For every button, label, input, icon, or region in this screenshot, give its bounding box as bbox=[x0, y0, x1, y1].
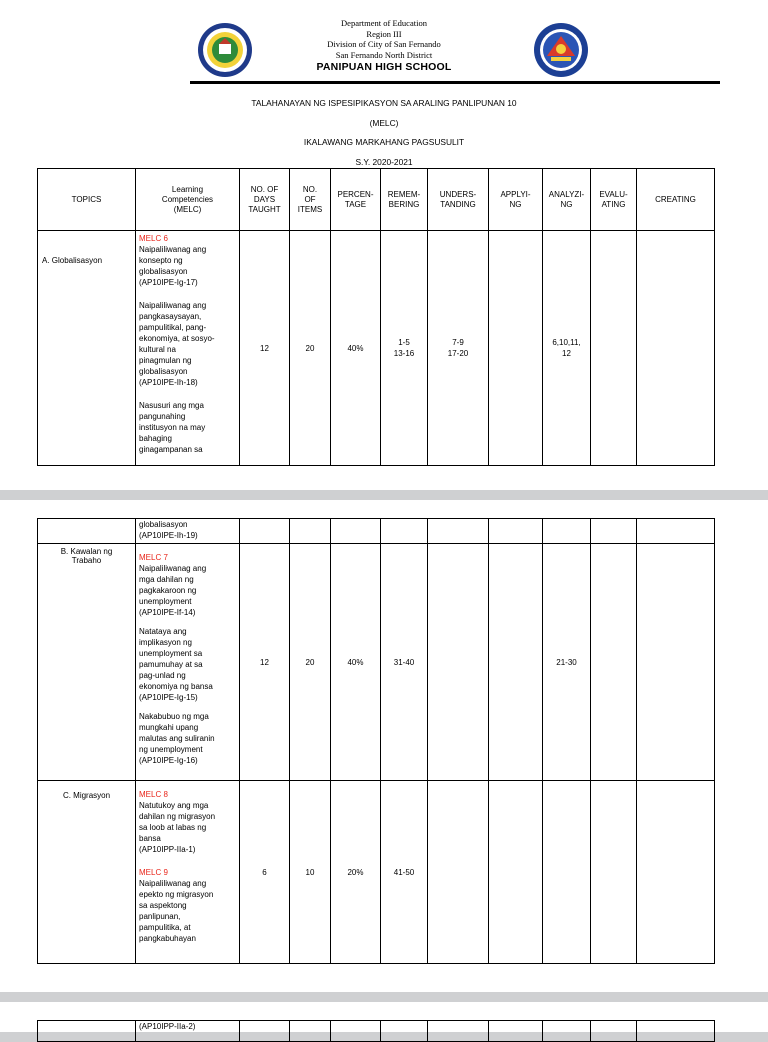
competency-text: globalisasyon (AP10IPE-Ih-19) bbox=[139, 520, 198, 540]
days-cell: 12 bbox=[240, 544, 290, 781]
competencies-cell bbox=[136, 544, 240, 781]
items-cell bbox=[290, 519, 331, 544]
days-cell: 6 bbox=[240, 781, 290, 964]
col-analyzing: ANALYZI- NG bbox=[543, 169, 591, 231]
percentage-cell: 40% bbox=[331, 231, 381, 466]
remembering-cell bbox=[381, 519, 428, 544]
school-name: PANIPUAN HIGH SCHOOL bbox=[316, 61, 452, 73]
competencies-cell bbox=[136, 231, 240, 466]
creating-cell bbox=[637, 781, 715, 964]
competency-text: Naipaliliwanag ang pangkasaysayan, pampulitikal, pang- ekonomiya, at sosyo- kultural na pinagmulan ng globalisasyon (AP10IPE-Ih-18) bbox=[139, 301, 215, 387]
creating-cell bbox=[637, 519, 715, 544]
applying-cell bbox=[489, 519, 543, 544]
melc-label: MELC 8 bbox=[139, 790, 168, 799]
applying-cell bbox=[489, 544, 543, 781]
table-row-globalisasyon bbox=[38, 231, 715, 466]
understanding-cell bbox=[428, 544, 489, 781]
document-titles bbox=[0, 98, 768, 176]
competency-text: (AP10IPP-IIa-2) bbox=[139, 1022, 196, 1031]
header-rule bbox=[190, 81, 720, 84]
col-days: NO. OF DAYS TAUGHT bbox=[240, 169, 290, 231]
applying-cell bbox=[489, 781, 543, 964]
title-line-2: (MELC) bbox=[369, 117, 399, 128]
evaluating-cell bbox=[591, 544, 637, 781]
competency-text: Natataya ang implikasyon ng unemployment sa pamumuhay at sa pag-unlad ng ekonomiya ng bansa (AP10IPE-Ig-15) bbox=[139, 627, 213, 702]
creating-cell bbox=[637, 544, 715, 781]
understanding-cell bbox=[428, 781, 489, 964]
evaluating-cell bbox=[591, 231, 637, 466]
specification-table-page-2 bbox=[37, 518, 715, 964]
percentage-cell: 40% bbox=[331, 544, 381, 781]
topic-cell: B. Kawalan ng Trabaho bbox=[38, 544, 136, 781]
analyzing-cell bbox=[543, 519, 591, 544]
header-line-3: Division of City of San Fernando bbox=[327, 39, 441, 49]
competency-text: Naipaliliwanag ang epekto ng migrasyon sa aspektong panlipunan, pampulitika, at pangkabuhayan bbox=[139, 879, 214, 943]
title-line-1: TALAHANAYAN NG ISPESIPIKASYON SA ARALING PANLIPUNAN 10 bbox=[251, 98, 517, 108]
col-creating: CREATING bbox=[637, 169, 715, 231]
applying-cell bbox=[489, 231, 543, 466]
table-row-kawalan-ng-trabaho bbox=[38, 544, 715, 781]
evaluating-cell bbox=[591, 519, 637, 544]
remembering-cell: 1-5 13-16 bbox=[381, 231, 428, 466]
creating-cell bbox=[637, 231, 715, 466]
col-applying: APPLYI- NG bbox=[489, 169, 543, 231]
col-items: NO. OF ITEMS bbox=[290, 169, 331, 231]
items-cell: 10 bbox=[290, 781, 331, 964]
header-line-1: Department of Education bbox=[341, 18, 427, 28]
title-line-3: IKALAWANG MARKAHANG PAGSUSULIT bbox=[303, 137, 465, 147]
topic-cell bbox=[38, 519, 136, 544]
col-remembering: REMEM- BERING bbox=[381, 169, 428, 231]
competency-text: Nakabubuo ng mga mungkahi upang malutas ang suliranin ng unemployment (AP10IPE-Ig-16) bbox=[139, 712, 215, 765]
header-line-2: Region III bbox=[366, 28, 402, 39]
days-cell: 12 bbox=[240, 231, 290, 466]
analyzing-cell bbox=[543, 781, 591, 964]
remembering-cell: 41-50 bbox=[381, 781, 428, 964]
table-row-globalisasyon-continued bbox=[38, 519, 715, 544]
competency-text: Naipaliliwanag ang mga dahilan ng pagkakaroon ng unemployment (AP10IPE-If-14) bbox=[139, 564, 207, 617]
col-percentage: PERCEN- TAGE bbox=[331, 169, 381, 231]
specification-table-page-3 bbox=[37, 1020, 715, 1042]
competency-text: Natutukoy ang mga dahilan ng migrasyon sa loob at labas ng bansa (AP10IPP-IIa-1) bbox=[139, 801, 216, 854]
items-cell: 20 bbox=[290, 231, 331, 466]
header-line-4: San Fernando North District bbox=[335, 49, 433, 60]
analyzing-cell: 6,10,11, 12 bbox=[543, 231, 591, 466]
col-competencies: Learning Competencies (MELC) bbox=[136, 169, 240, 231]
items-cell: 20 bbox=[290, 544, 331, 781]
melc-label: MELC 9 bbox=[139, 868, 168, 877]
analyzing-cell: 21-30 bbox=[543, 544, 591, 781]
col-topics: TOPICS bbox=[38, 169, 136, 231]
understanding-cell: 7-9 17-20 bbox=[428, 231, 489, 466]
competency-text: Nasusuri ang mga pangunahing institusyon na may bahaging ginagampanan sa bbox=[139, 401, 206, 454]
col-evaluating: EVALU- ATING bbox=[591, 169, 637, 231]
percentage-cell bbox=[331, 519, 381, 544]
melc-label: MELC 7 bbox=[139, 553, 168, 562]
evaluating-cell bbox=[591, 781, 637, 964]
specification-table-page-1 bbox=[37, 168, 715, 466]
competencies-cell bbox=[136, 781, 240, 964]
header-row bbox=[38, 169, 715, 231]
melc-label: MELC 6 bbox=[139, 234, 168, 243]
competency-text: Naipaliliwanag ang konsepto ng globalisasyon (AP10IPE-Ig-17) bbox=[139, 245, 207, 287]
days-cell bbox=[240, 519, 290, 544]
table-row-migrasyon bbox=[38, 781, 715, 964]
letterhead bbox=[0, 18, 768, 73]
percentage-cell: 20% bbox=[331, 781, 381, 964]
topic-cell: A. Globalisasyon bbox=[38, 231, 136, 466]
title-line-4: S.Y. 2020-2021 bbox=[355, 156, 413, 167]
remembering-cell: 31-40 bbox=[381, 544, 428, 781]
understanding-cell bbox=[428, 519, 489, 544]
topic-cell: C. Migrasyon bbox=[38, 781, 136, 964]
col-understanding: UNDERS- TANDING bbox=[428, 169, 489, 231]
competencies-cell bbox=[136, 519, 240, 544]
